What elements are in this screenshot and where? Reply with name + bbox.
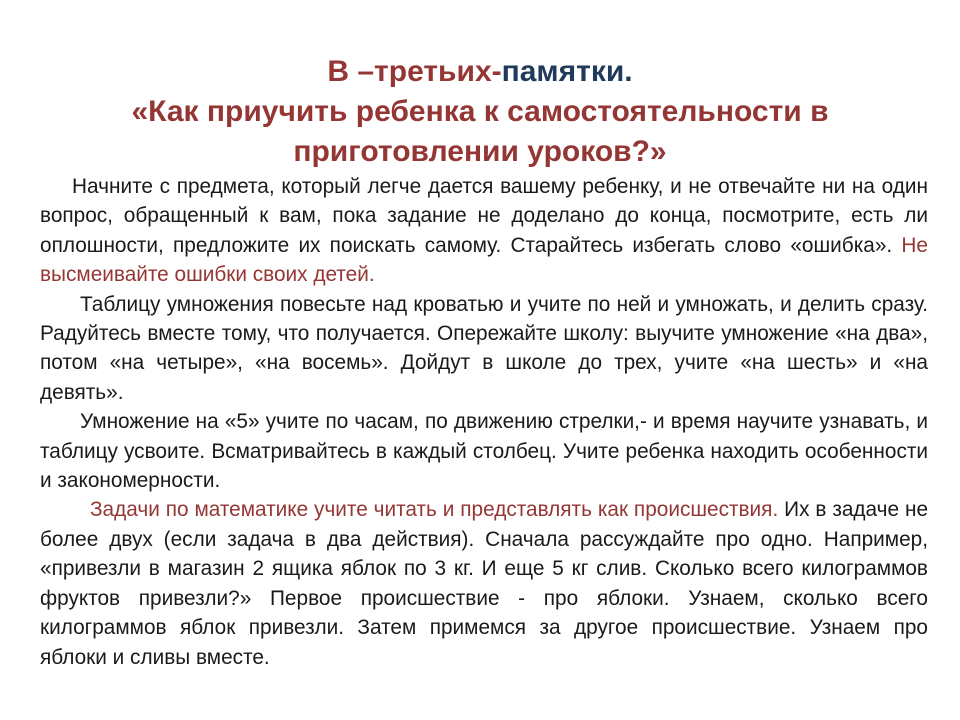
paragraph-4-highlight: Задачи по математике учите читать и представлять как происшествия. <box>90 498 779 522</box>
title-line-3: приготовлении уроков?» <box>293 135 667 168</box>
paragraph-4-text: Их в задаче не более двух (если задача в два действия). Сначала рассуждайте про одно. Например, «привезли в магазин 2 ящика яблок по 3 кг. И еще 5 кг слив. Сколько всего килограммов фруктов привезли?» Первое происшествие - про яблоки. Узнаем, сколько всего килограммов яблок привезли. Затем примемся за другое происшествие. Узнаем про яблоки и сливы вместе. <box>40 498 929 669</box>
title-line-1-prefix: В –третьих- <box>327 55 502 88</box>
paragraph-3 <box>40 407 928 495</box>
paragraph-1-highlight: Не высмеивайте ошибки своих детей. <box>40 233 928 287</box>
paragraph-2 <box>40 290 928 408</box>
slide-title <box>80 52 880 172</box>
paragraph-3-text: Умножение на «5» учите по часам, по движению стрелки,- и время научите узнавать, и таблицу усвоите. Всматривайтесь в каждый столбец. Учите ребенка находить особенности и закономерности. <box>40 410 928 493</box>
title-line-1-word: памятки. <box>501 55 633 88</box>
paragraph-1-text: Начните с предмета, который легче дается вашему ребенку, и не отвечайте ни на один вопрос, обращенный к вам, пока задание не доделано до конца, посмотрите, есть ли оплошности, предложите их поискать самому. Старайтесь избегать слово «ошибка». <box>40 175 928 257</box>
paragraph-4 <box>40 495 928 671</box>
title-line-2: «Как приучить ребенка к самостоятельности в <box>131 95 829 128</box>
paragraph-1 <box>40 172 928 290</box>
paragraph-2-text: Таблицу умножения повесьте над кроватью и учите по ней и умножать, и делить сразу. Радуйтесь вместе тому, что получается. Опережайте школу: выучите умножение «на два», потом «на четыре», «на восемь». Дойдут в школе до трех, учите «на шесть» и «на девять». <box>40 292 928 404</box>
title-line-1 <box>80 52 880 92</box>
body-text <box>40 172 928 672</box>
